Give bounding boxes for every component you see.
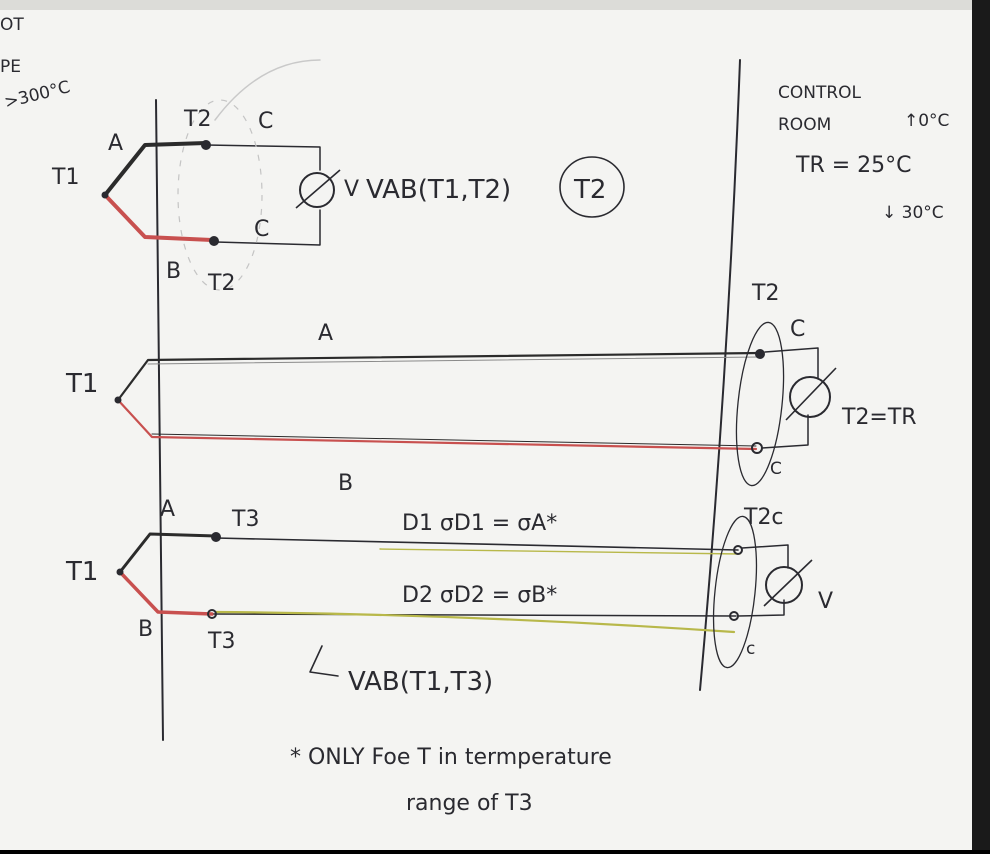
c1-junction-t1 xyxy=(102,192,109,199)
paper-edge-right xyxy=(972,0,990,850)
c3-label-c-bottom: c xyxy=(746,639,756,659)
c2-label-c-top: C xyxy=(790,317,806,342)
c3-junction-t1 xyxy=(117,569,124,576)
c2-label-b: B xyxy=(338,471,354,496)
footnote-line-1: * ONLY Foe T in termperature xyxy=(290,745,612,770)
c1-label-t2-bottom: T2 xyxy=(208,271,236,296)
c2-junction-t1 xyxy=(115,397,122,404)
paper-shade xyxy=(0,0,990,10)
c2-label-t2: T2 xyxy=(752,281,780,306)
c2-label-c-bottom: C xyxy=(770,459,782,479)
c1-meter-v: V xyxy=(344,177,360,202)
control-room-temp-down: ↓ 30°C xyxy=(882,203,944,223)
c2-junction-top xyxy=(755,349,765,359)
control-room-title-1: CONTROL xyxy=(778,83,862,103)
control-room-tr-value: TR = 25°C xyxy=(796,153,912,178)
c3-meter-v: V xyxy=(818,589,834,614)
c1-label-c-bottom: C xyxy=(254,217,270,242)
c2-label-t1: T1 xyxy=(66,369,99,399)
control-room-temp-up: ↑0°C xyxy=(904,111,950,131)
c1-label-t2-top: T2 xyxy=(184,107,212,132)
footnote-line-2: range of T3 xyxy=(406,791,533,816)
control-room-title-2: ROOM xyxy=(778,115,832,135)
c3-label-t3-bottom: T3 xyxy=(208,629,236,654)
c3-label-t3-top: T3 xyxy=(232,507,260,532)
c3-junction-top xyxy=(211,532,221,542)
corner-note-1: OT xyxy=(0,15,24,35)
c3-d2-relation: D2 σD2 = σB* xyxy=(402,583,558,608)
corner-note-3: >300°C xyxy=(2,77,73,113)
c3-measurement: VAB(T1,T3) xyxy=(348,667,494,697)
c3-d1-relation: D1 σD1 = σA* xyxy=(402,511,558,536)
c1-label-c-top: C xyxy=(258,109,274,134)
c1-junction-top xyxy=(201,140,211,150)
c3-label-b: B xyxy=(138,617,154,642)
c1-label-b: B xyxy=(166,259,182,284)
c1-label-a: A xyxy=(108,131,124,156)
c1-label-t1: T1 xyxy=(52,165,80,190)
c3-label-t1: T1 xyxy=(66,557,99,587)
c2-label-a: A xyxy=(318,321,334,346)
c2-relation: T2=TR xyxy=(842,405,917,430)
corner-note-2: PE xyxy=(0,57,21,77)
c3-label-a: A xyxy=(160,497,176,522)
c1-circled-t2: T2 xyxy=(574,175,607,205)
c3-label-t2c: T2c xyxy=(744,505,784,530)
c1-measurement: VAB(T1,T2) xyxy=(366,175,512,205)
c1-junction-bottom xyxy=(209,236,219,246)
